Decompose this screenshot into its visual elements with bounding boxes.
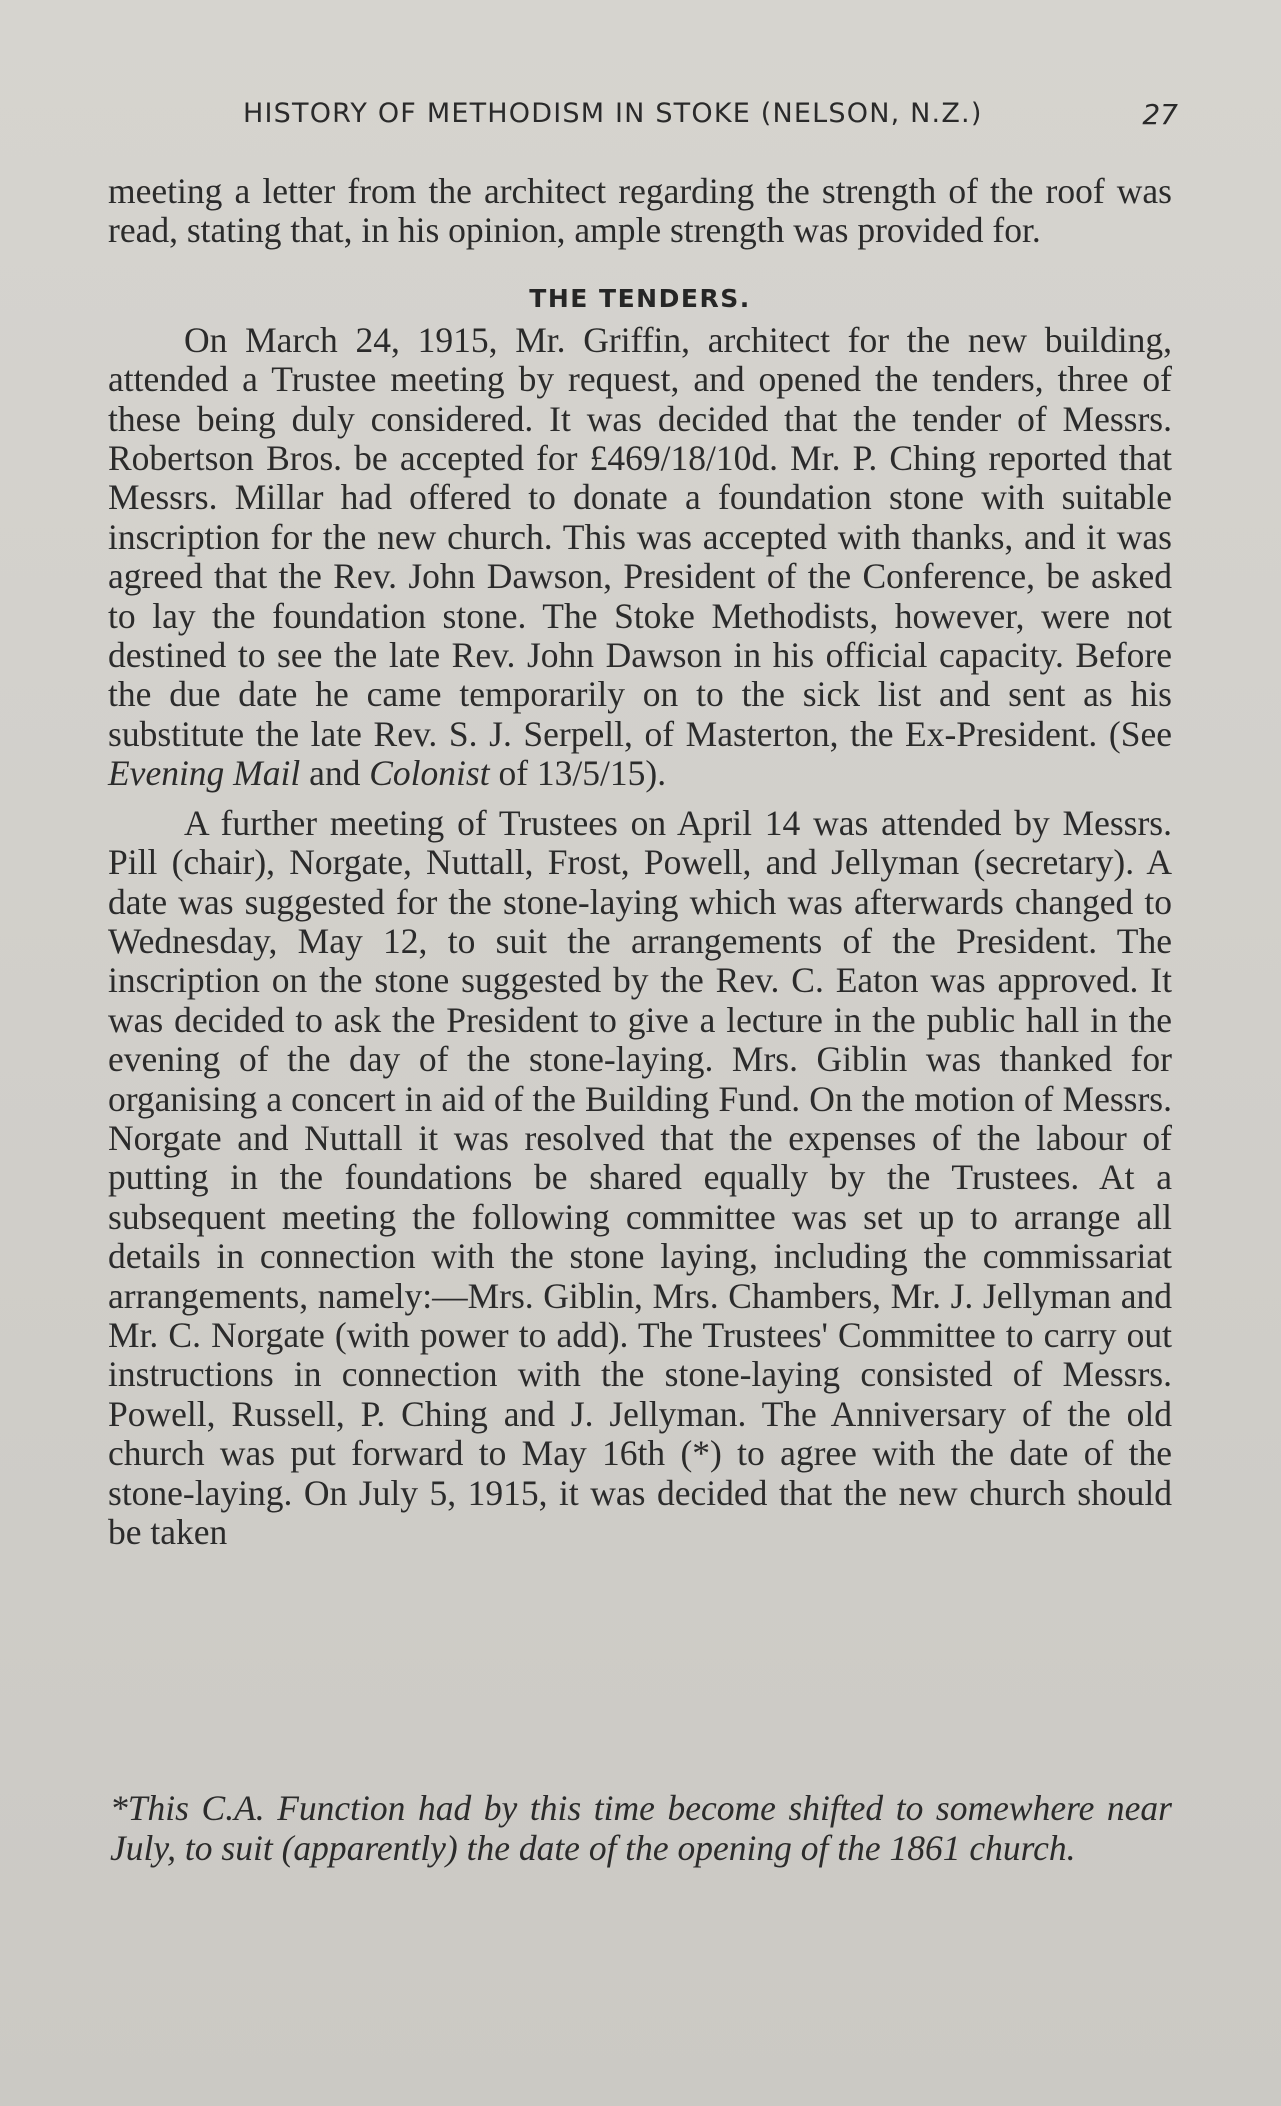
paragraph-tenders-and: and bbox=[300, 753, 370, 794]
footnote: *This C.A. Function had by this time become shifted to somewhere near July, to suit (apparently) the date of the opening of the 1861 church. bbox=[110, 1788, 1172, 1868]
running-title: HISTORY OF METHODISM IN STOKE (NELSON, N.Z.) bbox=[243, 98, 983, 129]
newspaper-evening-mail: Evening Mail bbox=[108, 753, 301, 794]
page-number: 27 bbox=[1142, 98, 1178, 131]
paragraph-continued: meeting a letter from the architect regarding the strength of the roof was read, stating that, in his opinion, ample strength was provided for. bbox=[108, 171, 1172, 251]
newspaper-colonist: Colonist bbox=[369, 753, 490, 794]
paragraph-tenders-tail: of 13/5/15). bbox=[489, 753, 667, 794]
paragraph-tenders-text: On March 24, 1915, Mr. Griffin, architect for the new building, attended a Trustee meeting by request, and opened the tenders, three of these being duly considered. It was decided that the tender of Messrs. Robertson Bros. be accepted for £469/18/10d. Mr. P. Ching reported that Messrs. Millar had offered to donate a foundation stone with suitable inscription for the new church. This was accepted with thanks, and it was agreed that the Rev. John Dawson, President of the Conference, be asked to lay the foundation stone. The Stoke Methodists, however, were not destined to see the late Rev. John Dawson in his official capacity. Before the due date he came temporarily on to the sick list and sent as his substitute the late Rev. S. J. Serpell, of Masterton, the Ex-President. (See bbox=[108, 319, 1172, 754]
body-text bbox=[108, 172, 1172, 1552]
paragraph-trustees-meeting: A further meeting of Trustees on April 14 was attended by Messrs. Pill (chair), Norgate, Nuttall, Frost, Powell, and Jellyman (secretary). A date was suggested for the stone-laying which was afterwards changed to Wednesday, May 12, to suit the arrangements of the President. The inscription on the stone suggested by the Rev. C. Eaton was approved. It was decided to ask the President to give a lecture in the public hall in the evening of the day of the stone-laying. Mrs. Giblin was thanked for organising a concert in aid of the Building Fund. On the motion of Messrs. Norgate and Nuttall it was resolved that the expenses of the labour of putting in the foundations be shared equally by the Trustees. At a subsequent meeting the following committee was set up to arrange all details in connection with the stone laying, including the commissariat arrangements, namely:—Mrs. Giblin, Mrs. Chambers, Mr. J. Jellyman and Mr. C. Norgate (with power to add). The Trustees' Committee to carry out instructions in connection with the stone-laying consisted of Messrs. Powell, Russell, P. Ching and J. Jellyman. The Anniversary of the old church was put forward to May 16th (*) to agree with the date of the stone-laying. On July 5, 1915, it was decided that the new church should be taken bbox=[108, 802, 1172, 1552]
section-heading-tenders: THE TENDERS. bbox=[529, 283, 751, 313]
running-header bbox=[243, 98, 1178, 138]
paragraph-tenders bbox=[108, 321, 1172, 794]
